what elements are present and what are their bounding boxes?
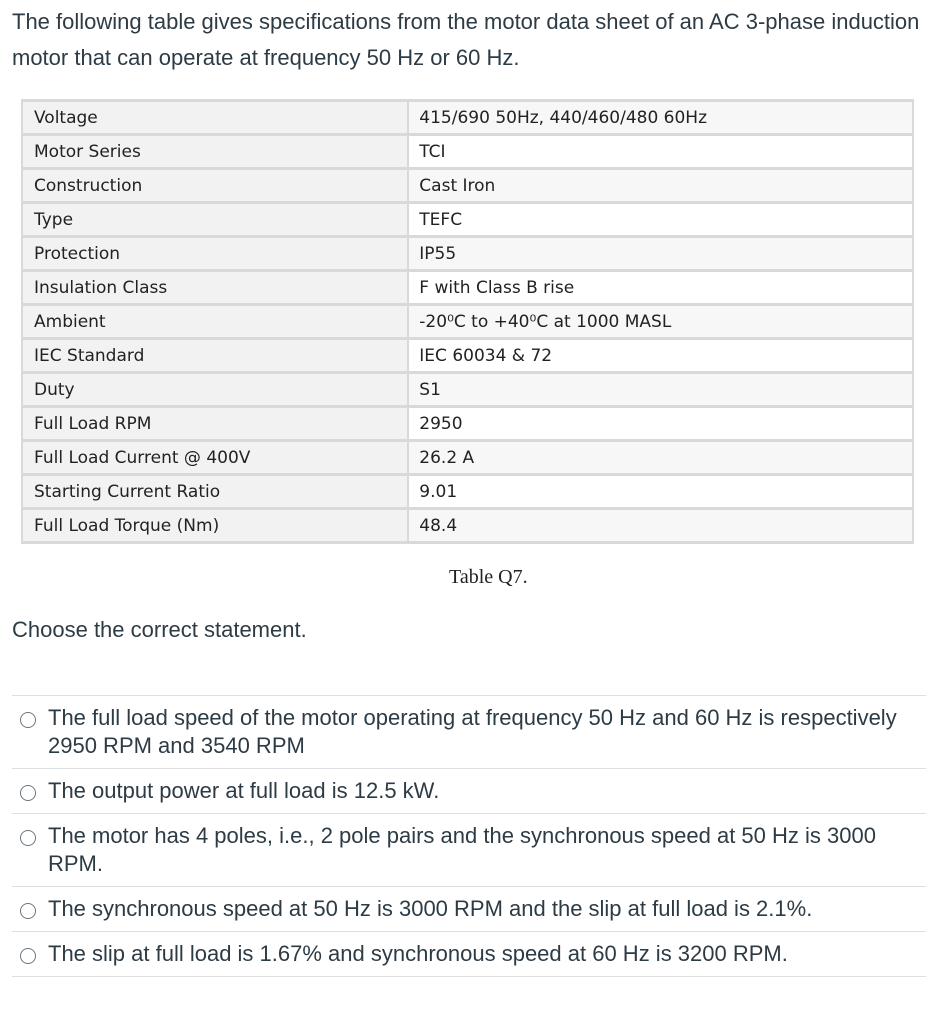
radio-button-icon[interactable]: [20, 903, 36, 919]
spec-value: TEFC: [408, 203, 913, 237]
spec-label: Voltage: [22, 101, 408, 135]
spec-value: IP55: [408, 237, 913, 271]
table-row: [22, 203, 913, 237]
table-row: [22, 475, 913, 509]
spec-label: Type: [22, 203, 408, 237]
table-row: [22, 271, 913, 305]
spec-value: S1: [408, 373, 913, 407]
table-row: [22, 169, 913, 203]
answer-option-3[interactable]: [12, 814, 926, 887]
spec-value: TCI: [408, 135, 913, 169]
radio-button-icon[interactable]: [20, 830, 36, 846]
table-row: [22, 135, 913, 169]
spec-value: 2950: [408, 407, 913, 441]
answer-option-text: The full load speed of the motor operating at frequency 50 Hz and 60 Hz is respectively 2950 RPM and 3540 RPM: [48, 705, 897, 758]
answer-option-text: The motor has 4 poles, i.e., 2 pole pairs and the synchronous speed at 50 Hz is 3000 RPM.: [48, 823, 876, 876]
spec-value: IEC 60034 & 72: [408, 339, 913, 373]
table-row: [22, 237, 913, 271]
answer-option-2[interactable]: [12, 769, 926, 814]
spec-label: Full Load RPM: [22, 407, 408, 441]
spec-value: F with Class B rise: [408, 271, 913, 305]
spec-table: [21, 99, 914, 544]
answer-option-text: The output power at full load is 12.5 kW.: [48, 778, 440, 803]
spec-value: 9.01: [408, 475, 913, 509]
table-row: [22, 441, 913, 475]
answer-option-text: The slip at full load is 1.67% and synchronous speed at 60 Hz is 3200 RPM.: [48, 941, 788, 966]
table-row: [22, 101, 913, 135]
spec-label: Construction: [22, 169, 408, 203]
spec-label: Protection: [22, 237, 408, 271]
spec-label: Insulation Class: [22, 271, 408, 305]
question-prompt: Choose the correct statement.: [12, 617, 307, 642]
spec-label: Motor Series: [22, 135, 408, 169]
table-row: [22, 305, 913, 339]
table-row: [22, 509, 913, 543]
table-row: [22, 407, 913, 441]
spec-label: Duty: [22, 373, 408, 407]
spec-label: Full Load Torque (Nm): [22, 509, 408, 543]
table-row: [22, 373, 913, 407]
answer-option-1[interactable]: [12, 696, 926, 769]
answer-options: [12, 695, 926, 977]
spec-value: -20⁰C to +40⁰C at 1000 MASL: [408, 305, 913, 339]
spec-label: Ambient: [22, 305, 408, 339]
radio-button-icon[interactable]: [20, 948, 36, 964]
table-row: [22, 339, 913, 373]
radio-button-icon[interactable]: [20, 785, 36, 801]
answer-option-4[interactable]: [12, 887, 926, 932]
answer-option-5[interactable]: [12, 932, 926, 977]
spec-value: 26.2 A: [408, 441, 913, 475]
spec-label: Starting Current Ratio: [22, 475, 408, 509]
spec-value: Cast Iron: [408, 169, 913, 203]
radio-button-icon[interactable]: [20, 712, 36, 728]
question-intro: The following table gives specifications from the motor data sheet of an AC 3-phase induction motor that can operate at frequency 50 Hz or 60 Hz.: [12, 9, 920, 70]
spec-label: Full Load Current @ 400V: [22, 441, 408, 475]
table-caption: Table Q7.: [449, 566, 528, 588]
spec-label: IEC Standard: [22, 339, 408, 373]
answer-option-text: The synchronous speed at 50 Hz is 3000 RPM and the slip at full load is 2.1%.: [48, 896, 813, 921]
spec-value: 48.4: [408, 509, 913, 543]
spec-value: 415/690 50Hz, 440/460/480 60Hz: [408, 101, 913, 135]
